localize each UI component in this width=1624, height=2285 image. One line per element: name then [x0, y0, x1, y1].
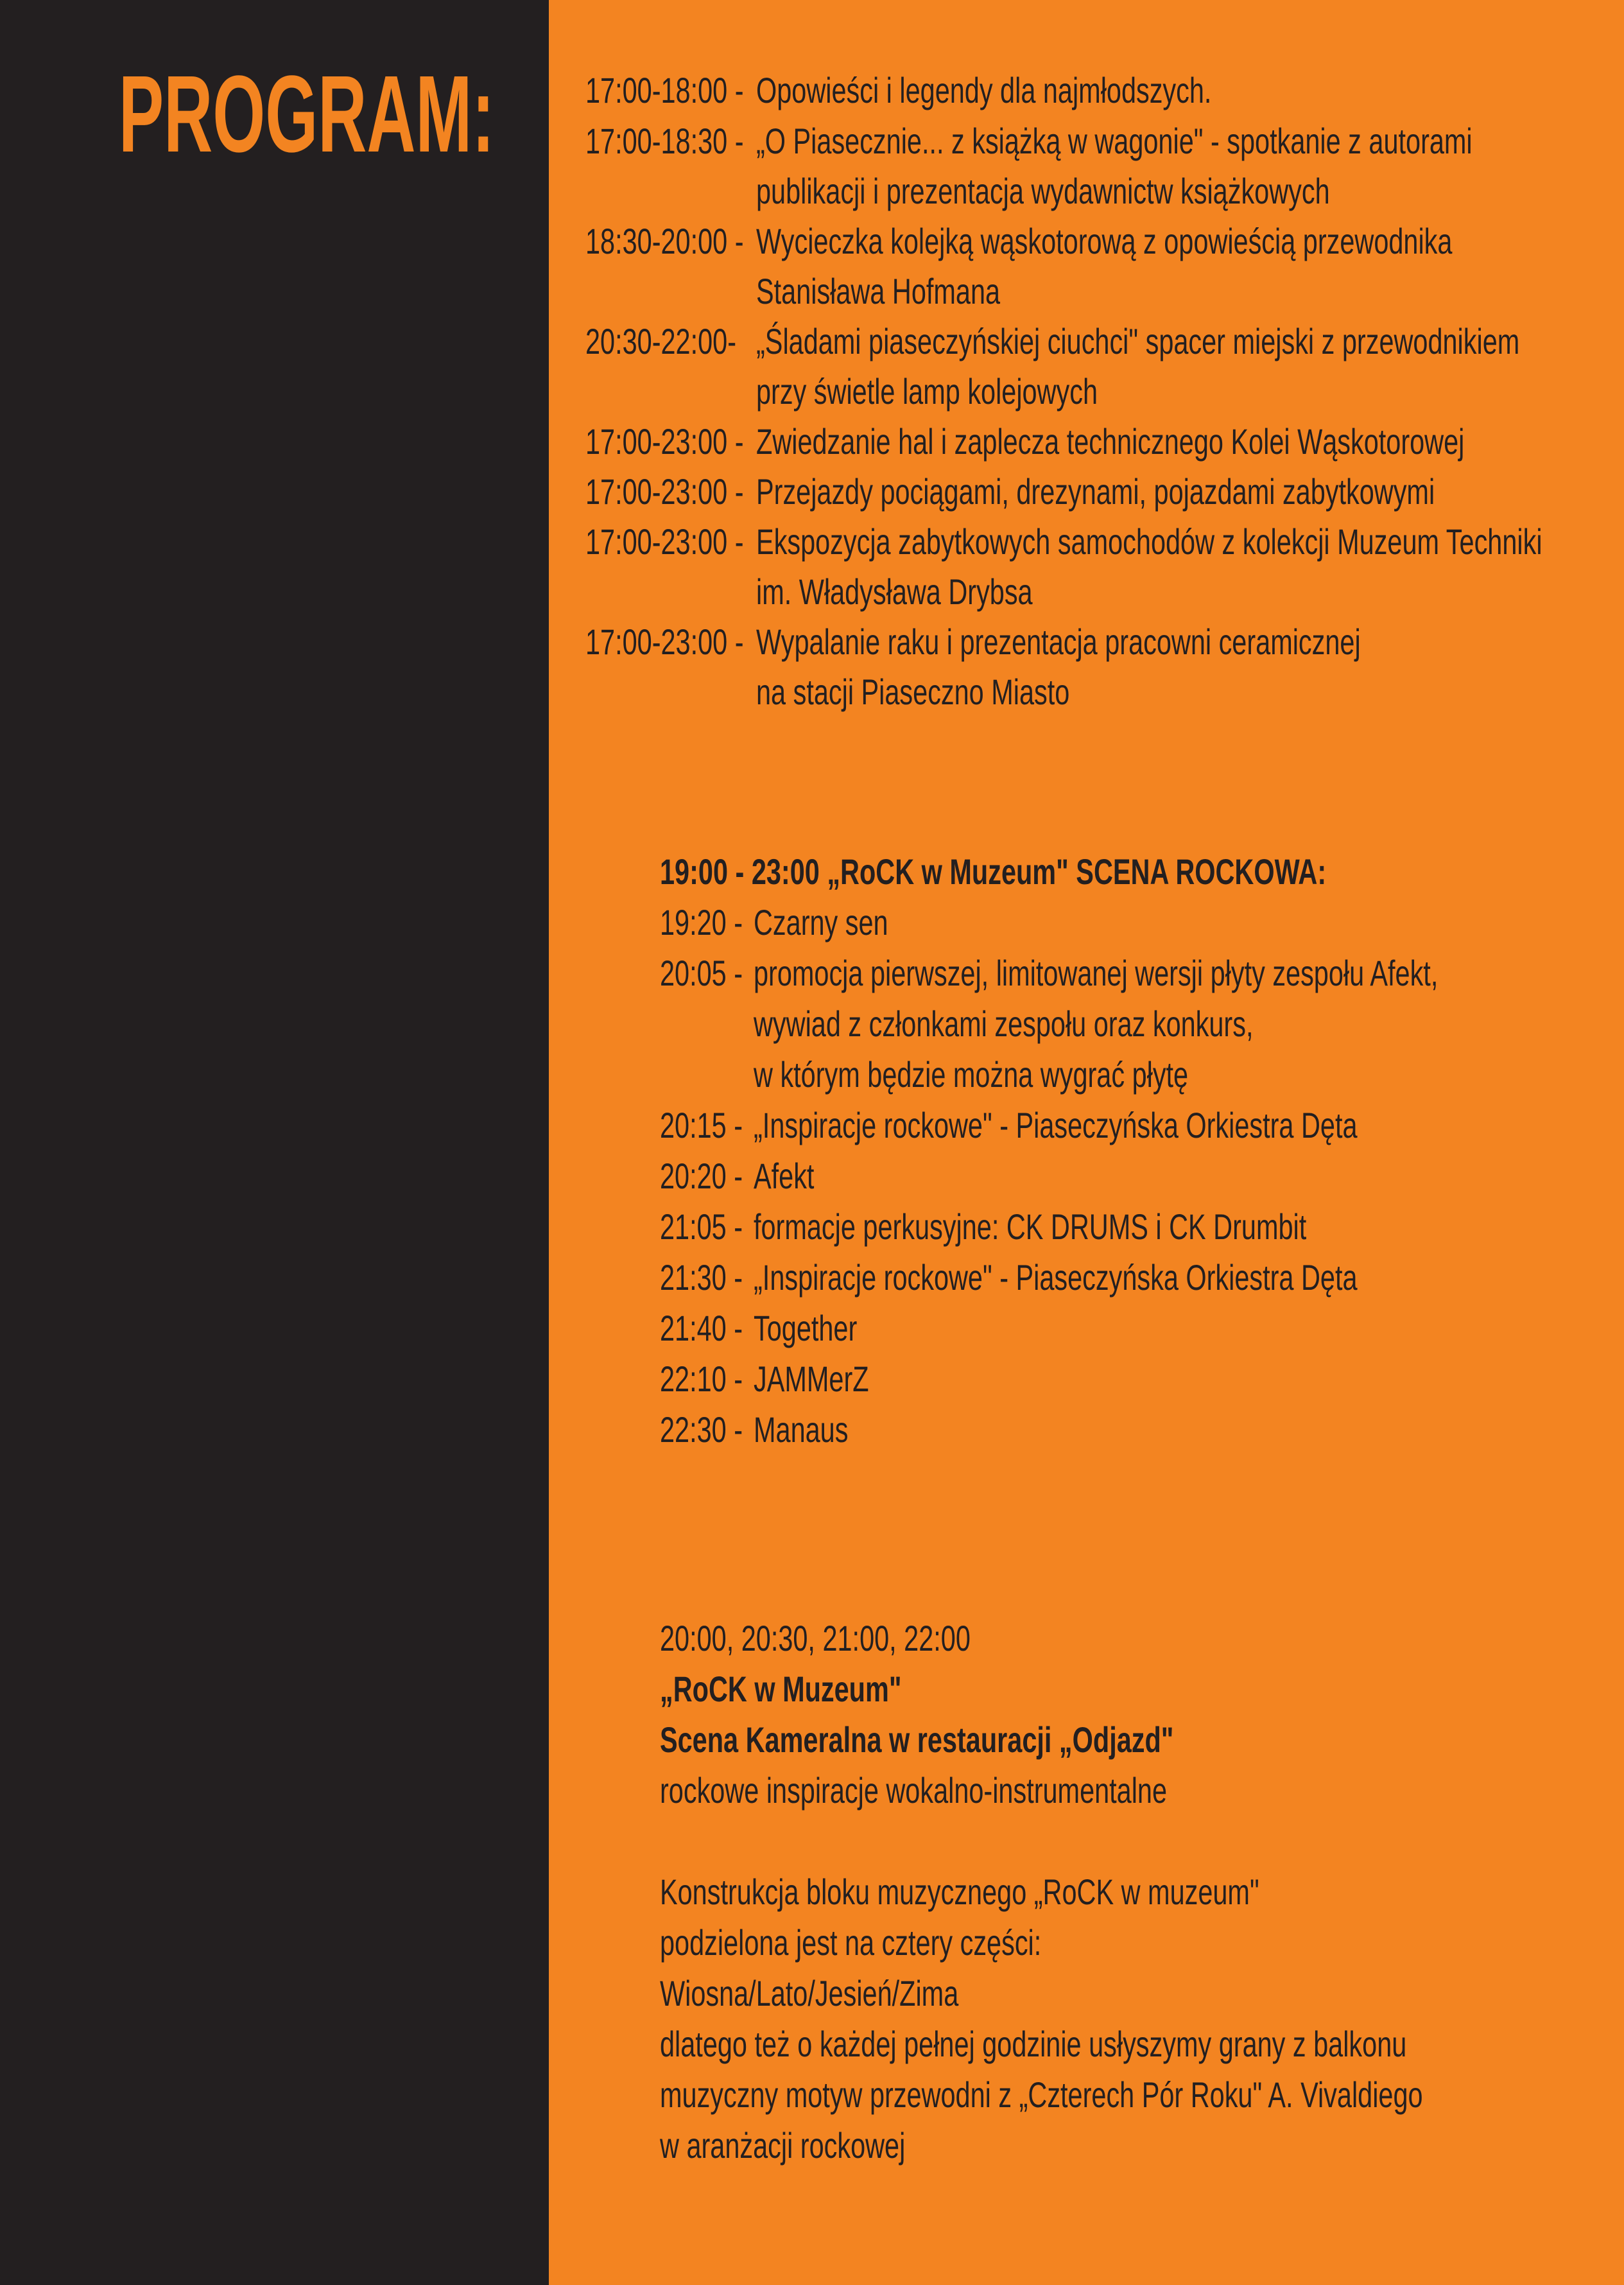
rock-time: 20:15 - — [660, 1105, 743, 1145]
program-desc: im. Władysława Drybsa — [756, 571, 1033, 612]
rock-desc: JAMMerZ — [754, 1359, 869, 1399]
program-desc: Wypalanie raku i prezentacja pracowni ceramicznej — [756, 621, 1361, 662]
chamber-note-line: dlatego też o każdej pełnej godzinie usłyszymy grany z balkonu — [660, 2024, 1407, 2064]
rock-desc: „Inspiracje rockowe" - Piaseczyńska Orkiestra Dęta — [754, 1105, 1358, 1145]
chamber-description: rockowe inspiracje wokalno-instrumentalne — [660, 1770, 1168, 1811]
rock-desc: Manaus — [754, 1409, 849, 1450]
program-time: 17:00-23:00 - — [585, 621, 744, 662]
rock-desc: w którym będzie można wygrać płytę — [754, 1054, 1189, 1095]
program-desc: na stacji Piaseczno Miasto — [756, 672, 1070, 712]
rock-desc: promocja pierwszej, limitowanej wersji płyty zespołu Afekt, — [754, 953, 1438, 993]
program-desc: „Śladami piaseczyńskiej ciuchci" spacer miejski z przewodnikiem — [756, 321, 1520, 361]
program-time: 20:30-22:00- — [585, 321, 737, 361]
rock-desc: Together — [754, 1308, 858, 1348]
rock-stage-title: 19:00 - 23:00 „RoCK w Muzeum" SCENA ROCKOWA: — [660, 851, 1327, 892]
program-desc: Wycieczka kolejką wąskotorową z opowieścią przewodnika — [756, 221, 1453, 261]
chamber-note-line: Wiosna/Lato/Jesień/Zima — [660, 1973, 959, 2013]
chamber-note-line: Konstrukcja bloku muzycznego „RoCK w muzeum" — [660, 1872, 1259, 1912]
rock-desc: formacje perkusyjne: CK DRUMS i CK Drumbit — [754, 1206, 1307, 1247]
program-time: 18:30-20:00 - — [585, 221, 744, 261]
rock-time: 19:20 - — [660, 902, 743, 943]
rock-desc: Afekt — [754, 1156, 815, 1196]
rock-time: 21:30 - — [660, 1257, 743, 1298]
rock-time: 21:40 - — [660, 1308, 743, 1348]
program-time: 17:00-18:30 - — [585, 121, 744, 161]
program-desc: Zwiedzanie hal i zaplecza technicznego Kolei Wąskotorowej — [756, 421, 1465, 462]
program-time: 17:00-23:00 - — [585, 471, 744, 512]
left-dark-panel — [0, 0, 549, 2285]
program-heading: PROGRAM: — [118, 53, 494, 175]
chamber-times: 20:00, 20:30, 21:00, 22:00 — [660, 1618, 971, 1658]
chamber-event-name: „RoCK w Muzeum" — [660, 1669, 902, 1709]
program-desc: publikacji i prezentacja wydawnictw książkowych — [756, 171, 1330, 211]
program-desc: „O Piasecznie... z książką w wagonie" - spotkanie z autorami — [756, 121, 1473, 161]
program-time: 17:00-23:00 - — [585, 421, 744, 462]
program-time: 17:00-23:00 - — [585, 521, 744, 562]
chamber-venue: Scena Kameralna w restauracji „Odjazd" — [660, 1719, 1174, 1760]
rock-time: 22:10 - — [660, 1359, 743, 1399]
rock-desc: wywiad z członkami zespołu oraz konkurs, — [754, 1003, 1254, 1044]
program-desc: Ekspozycja zabytkowych samochodów z kolekcji Muzeum Techniki — [756, 521, 1542, 562]
rock-time: 21:05 - — [660, 1206, 743, 1247]
rock-time: 22:30 - — [660, 1409, 743, 1450]
chamber-note-line: muzyczny motyw przewodni z „Czterech Pór Roku" A. Vivaldiego — [660, 2074, 1423, 2115]
program-desc: Przejazdy pociągami, drezynami, pojazdami zabytkowymi — [756, 471, 1435, 512]
program-desc: Opowieści i legendy dla najmłodszych. — [756, 70, 1212, 110]
program-time: 17:00-18:00 - — [585, 70, 744, 110]
rock-time: 20:20 - — [660, 1156, 743, 1196]
rock-desc: Czarny sen — [754, 902, 888, 943]
program-desc: przy świetle lamp kolejowych — [756, 371, 1098, 412]
program-desc: Stanisława Hofmana — [756, 271, 1001, 311]
chamber-note-line: podzielona jest na cztery części: — [660, 1922, 1042, 1963]
chamber-note-line: w aranżacji rockowej — [660, 2125, 906, 2166]
rock-desc: „Inspiracje rockowe" - Piaseczyńska Orkiestra Dęta — [754, 1257, 1358, 1298]
rock-time: 20:05 - — [660, 953, 743, 993]
